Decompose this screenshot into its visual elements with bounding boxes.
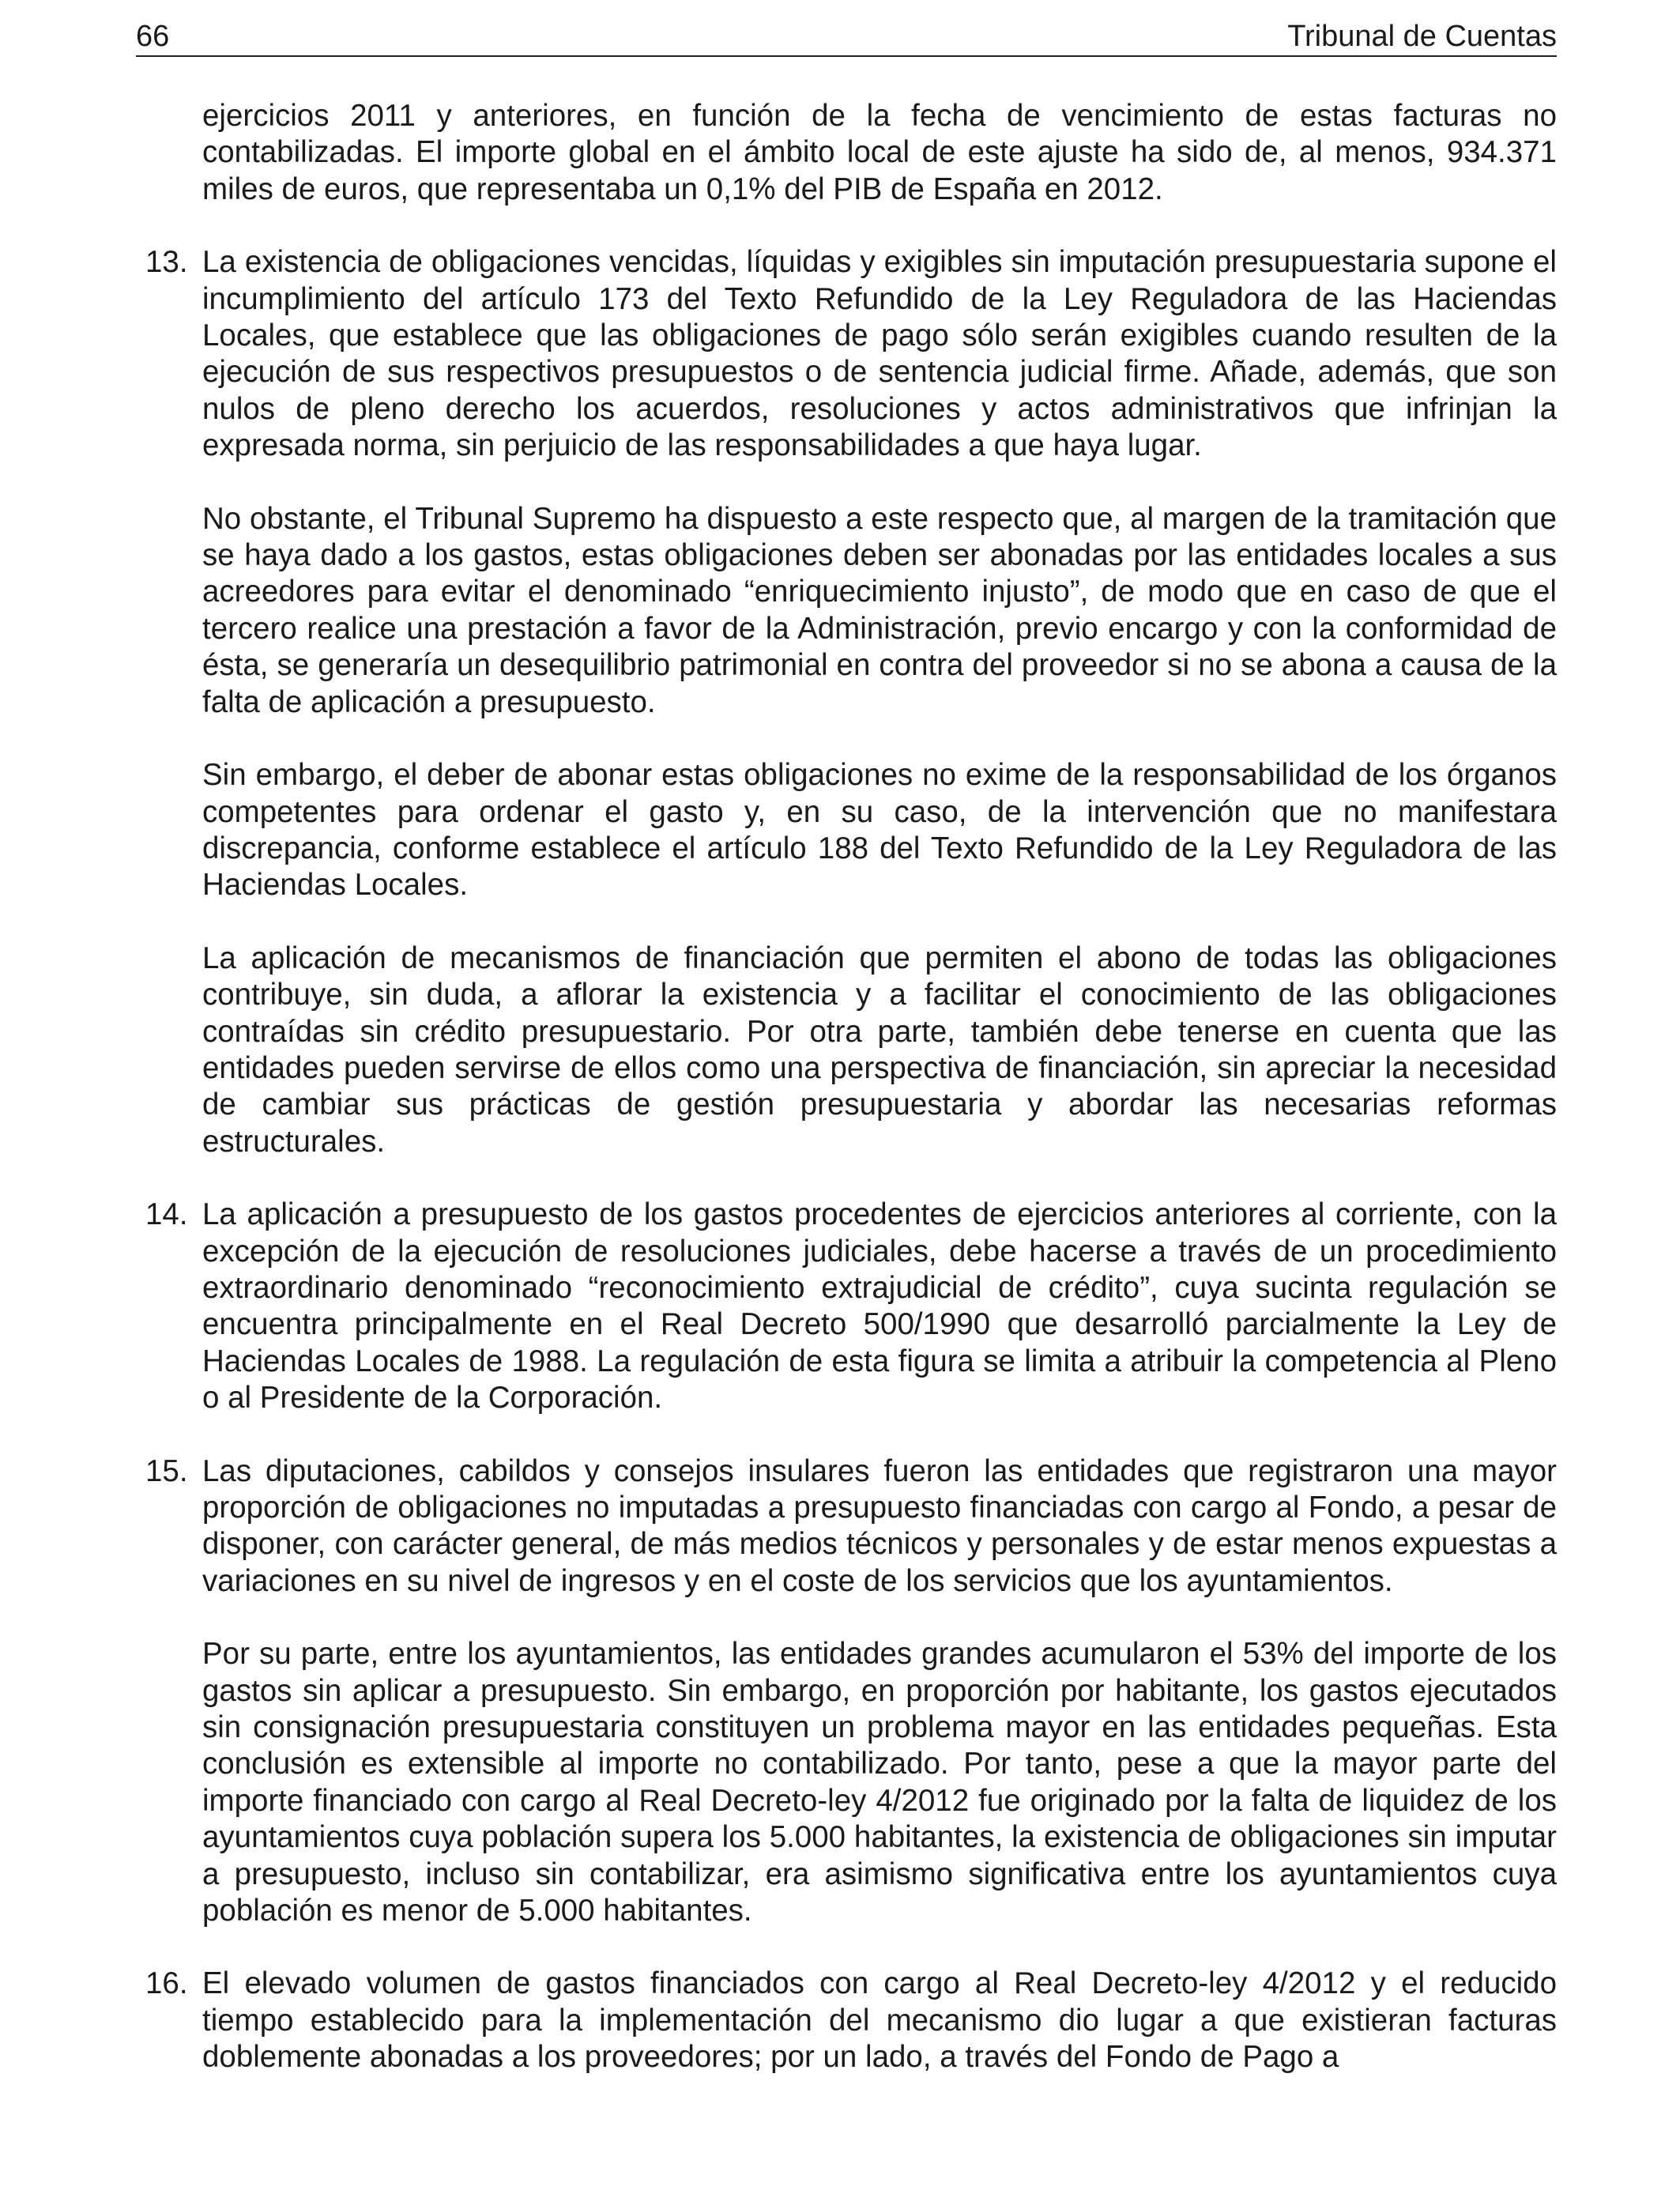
paragraph bbox=[136, 244, 1557, 464]
paragraph bbox=[136, 1636, 1557, 1929]
paragraph-text: El elevado volumen de gastos financiados con cargo al Real Decreto-ley 4/2012 y el reducido tiempo establecido para la implementación del mecanismo dio lugar a que existieran facturas doblemente abonadas a los proveedores; por un lado, a través del Fondo de Pago a bbox=[202, 1966, 1557, 2075]
paragraph bbox=[136, 1453, 1557, 1600]
paragraph-text: No obstante, el Tribunal Supremo ha dispuesto a este respecto que, al margen de la tramitación que se haya dado a los gastos, estas obligaciones deben ser abonadas por las entidades locales a sus acreedores para evitar el denominado “enriquecimiento injusto”, de modo que en caso de que el tercero realice una prestación a favor de la Administración, previo encargo y con la conformidad de ésta, se generaría un desequilibrio patrimonial en contra del proveedor si no se abona a causa de la falta de aplicación a presupuesto. bbox=[202, 501, 1557, 719]
paragraph bbox=[136, 98, 1557, 208]
paragraph-text: La aplicación a presupuesto de los gastos procedentes de ejercicios anteriores al corriente, con la excepción de la ejecución de resoluciones judiciales, debe hacerse a través de un procedimiento extraordinario denominado “reconocimiento extrajudicial de crédito”, cuya sucinta regulación se encuentra principalmente en el Real Decreto 500/1990 que desarrolló parcialmente la Ley de Haciendas Locales de 1988. La regulación de esta figura se limita a atribuir la competencia al Pleno o al Presidente de la Corporación. bbox=[202, 1197, 1557, 1416]
paragraph bbox=[136, 1197, 1557, 1416]
paragraph-text: Por su parte, entre los ayuntamientos, las entidades grandes acumularon el 53% del importe de los gastos sin aplicar a presupuesto. Sin embargo, en proporción por habitante, los gastos ejecutados sin consignación presupuestaria constituyen un problema mayor en las entidades pequeñas. Esta conclusión es extensible al importe no contabilizado. Por tanto, pese a que la mayor parte del importe financiado con cargo al Real Decreto-ley 4/2012 fue originado por la falta de liquidez de los ayuntamientos cuya población supera los 5.000 habitantes, la existencia de obligaciones sin imputar a presupuesto, incluso sin contabilizar, era asimismo significativa entre los ayuntamientos cuya población es menor de 5.000 habitantes. bbox=[202, 1637, 1557, 1928]
page-header bbox=[136, 17, 1557, 57]
paragraph bbox=[136, 757, 1557, 904]
paragraph-text: Sin embargo, el deber de abonar estas obligaciones no exime de la responsabilidad de los órganos competentes para ordenar el gasto y, en su caso, de la intervención que no manifestara discrepancia, conforme establece el artículo 188 del Texto Refundido de la Ley Reguladora de las Haciendas Locales. bbox=[202, 758, 1557, 903]
paragraph bbox=[136, 941, 1557, 1160]
paragraph bbox=[136, 1966, 1557, 2075]
paragraph-number: 14. bbox=[145, 1197, 188, 1232]
paragraph-text: La aplicación de mecanismos de financiación que permiten el abono de todas las obligaciones contribuye, sin duda, a aflorar la existencia y a facilitar el conocimiento de las obligaciones contraídas sin crédito presupuestario. Por otra parte, también debe tenerse en cuenta que las entidades pueden servirse de ellos como una perspectiva de financiación, sin apreciar la necesidad de cambiar sus prácticas de gestión presupuestaria y abordar las necesarias reformas estructurales. bbox=[202, 941, 1557, 1159]
paragraph-text: ejercicios 2011 y anteriores, en función de la fecha de vencimiento de estas facturas no contabilizadas. El importe global en el ámbito local de este ajuste ha sido de, al menos, 934.371 miles de euros, que representaba un 0,1% del PIB de España en 2012. bbox=[202, 99, 1557, 206]
running-title: Tribunal de Cuentas bbox=[1287, 20, 1557, 53]
paragraph-number: 15. bbox=[145, 1453, 188, 1488]
page-number: 66 bbox=[136, 20, 170, 53]
paragraph-text: Las diputaciones, cabildos y consejos insulares fueron las entidades que registraron una mayor proporción de obligaciones no imputadas a presupuesto financiadas con cargo al Fondo, a pesar de disponer, con carácter general, de más medios técnicos y personales y de estar menos expuestas a variaciones en su nivel de ingresos y en el coste de los servicios que los ayuntamientos. bbox=[202, 1453, 1557, 1598]
document-body bbox=[136, 98, 1557, 2113]
paragraph bbox=[136, 501, 1557, 721]
paragraph-number: 16. bbox=[145, 1966, 188, 2001]
paragraph-number: 13. bbox=[145, 245, 188, 280]
paragraph-text: La existencia de obligaciones vencidas, líquidas y exigibles sin imputación presupuestaria supone el incumplimiento del artículo 173 del Texto Refundido de la Ley Reguladora de las Haciendas Locales, que establece que las obligaciones de pago sólo serán exigibles cuando resulten de la ejecución de sus respectivos presupuestos o de sentencia judicial firme. Añade, además, que son nulos de pleno derecho los acuerdos, resoluciones y actos administrativos que infrinjan la expresada norma, sin perjuicio de las responsabilidades a que haya lugar. bbox=[202, 245, 1557, 463]
